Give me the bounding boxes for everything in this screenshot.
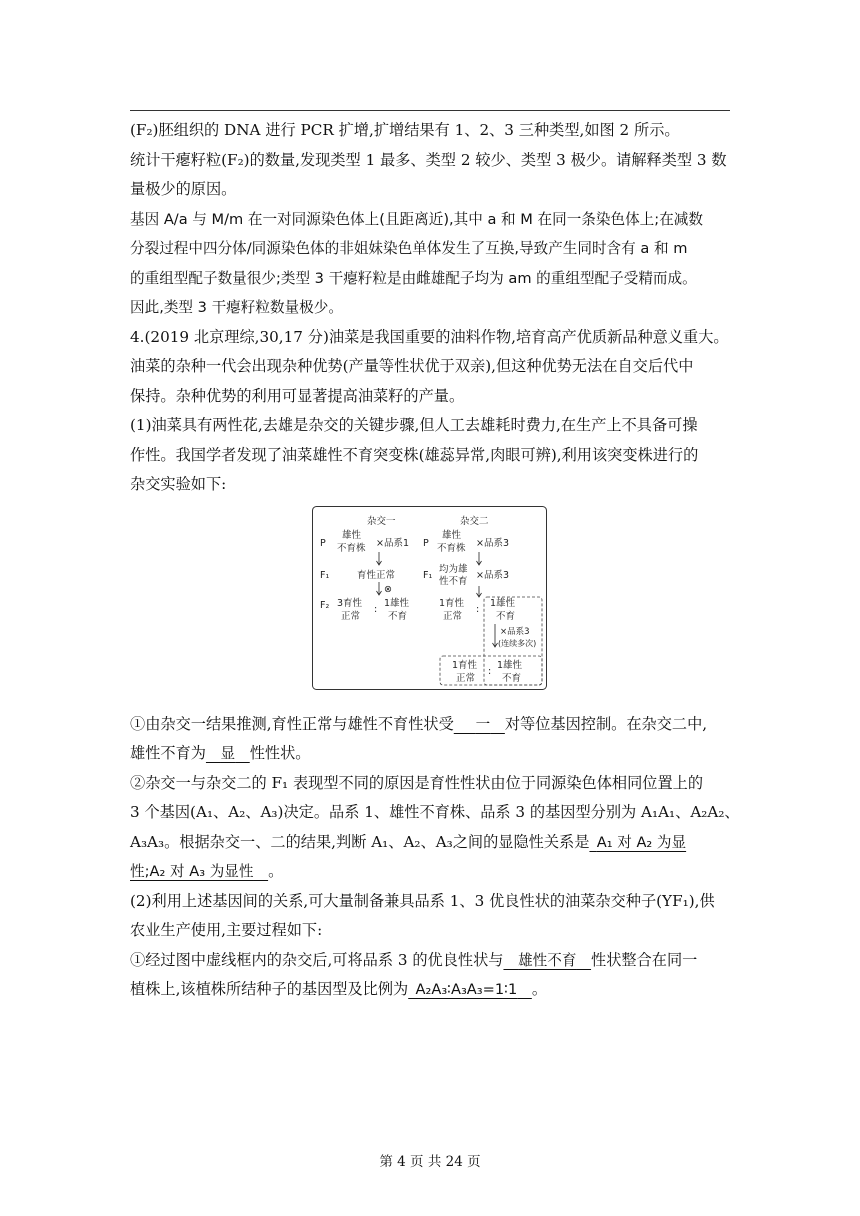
sterile-label: 不育株 [337, 542, 366, 554]
answer-text: 雄性不育 [518, 951, 577, 969]
figure-container [130, 506, 730, 702]
all-sterile-label: 均为雄 [439, 563, 468, 575]
text-segment: 植株上,该植株所结种子的基因型及比例为 [130, 980, 409, 998]
one-sterile-label: 1雄性 [384, 597, 410, 609]
answer-text: 一 [475, 715, 491, 733]
ratio-fertile-label: 3育性 [337, 597, 363, 609]
one-sterile-label: 不育 [388, 610, 408, 622]
answer-text: 显 [220, 745, 236, 762]
page-footer: 第 4 页 共 24 页 [379, 1154, 481, 1170]
text-segment: ①由杂交一结果推测,育性正常与雄性不育性状受 [130, 714, 454, 733]
answer-blank [408, 981, 532, 998]
all-sterile-label: 性不育 [439, 575, 468, 587]
p-label-2: P [423, 537, 429, 549]
cross2-title: 杂交二 [460, 515, 489, 527]
answer-line: 基因 A/a 与 M/m 在一对同源染色体上(且距离近),其中 a 和 M 在同一条染色体上;在减数 [130, 210, 703, 228]
answer-text: A₂A₃∶A₃A₃=1∶1 [415, 981, 518, 998]
page-content [130, 116, 740, 1005]
answer-line: 的重组型配子数量很少;类型 3 干瘪籽粒是由雌雄配子均为 am 的重组型配子受精而成。 [130, 269, 697, 287]
text-line: 杂交实验如下: [130, 475, 227, 493]
cross1-title: 杂交一 [367, 515, 396, 527]
text-segment: 。 [268, 862, 284, 880]
cross-line1-label: ×品系1 [376, 537, 410, 549]
answer-blank [589, 834, 686, 851]
question-line [130, 946, 730, 976]
text-segment: 性性状。 [249, 744, 311, 762]
answer-line: 分裂过程中四分体/同源染色体的非姐妹染色单体发生了互换,导致产生同时含有 a 和 m [130, 240, 688, 257]
question-line [130, 828, 730, 858]
bottom-sterile-label: 1雄性 [497, 659, 523, 671]
question-line [130, 857, 730, 887]
text-line: 油菜的杂种一代会出现杂种优势(产量等性状优于双亲),但这种优势无法在自交后代中 [130, 357, 694, 375]
sterile-label: 雄性 [442, 529, 462, 541]
one-fertile-label: 1育性 [439, 597, 465, 609]
answer-blank [130, 863, 268, 880]
answer-line: 因此,类型 3 干瘪籽粒数量极少。 [130, 299, 343, 316]
header-rule [130, 110, 730, 111]
answer-text: 性;A₂ 对 A₃ 为显性 [130, 863, 254, 880]
text-line: 作性。我国学者发现了油菜雄性不育突变株(雄蕊异常,肉眼可辨),利用该突变株进行的 [130, 445, 699, 464]
bottom-fertile-label: 1育性 [452, 659, 478, 671]
ratio-colon: : [476, 603, 480, 615]
cross-diagram [312, 506, 547, 690]
cross-line3-label: ×品系3 [476, 569, 510, 581]
fertile-normal-label: 育性正常 [357, 569, 396, 581]
question-line [130, 739, 730, 769]
text-segment: 。 [531, 980, 548, 998]
selfing-symbol: ⊗ [384, 583, 392, 595]
text-line: 3 个基因(A₁、A₂、A₃)决定。品系 1、雄性不育株、品系 3 的基因型分别为 A₁A₁、A₂A₂、 [130, 803, 740, 821]
text-line: ②杂交一与杂交二的 F₁ 表现型不同的原因是育性性状由位于同源染色体相同位置上的 [130, 773, 704, 792]
question-line [130, 710, 730, 740]
p-label-1: P [320, 537, 326, 549]
text-line: 保持。杂种优势的利用可显著提高油菜籽的产量。 [130, 386, 465, 405]
f2-label: F₂ [320, 599, 330, 611]
text-line: (F₂)胚组织的 DNA 进行 PCR 扩增,扩增结果有 1、2、3 三种类型,如图 2 所示。 [130, 121, 680, 139]
text-segment: ①经过图中虚线框内的杂交后,可将品系 3 的优良性状与 [130, 950, 504, 969]
bottom-fertile-label: 正常 [456, 672, 476, 684]
text-line: 量极少的原因。 [130, 180, 237, 198]
cross-line3-label: ×品系3 [476, 537, 510, 549]
one-fertile-label: 正常 [443, 610, 463, 622]
text-line: (1)油菜具有两性花,去雄是杂交的关键步骤,但人工去雄耗时费力,在生产上不具备可操 [130, 416, 698, 434]
bottom-sterile-label: 不育 [502, 672, 522, 684]
f1-label-2: F₁ [423, 569, 433, 581]
repeat-note: (连续多次) [498, 638, 537, 648]
cross-line3-repeat-label: ×品系3 [500, 626, 530, 637]
sterile-label: 雄性 [342, 529, 362, 541]
box-sterile-label: 1雄性 [490, 597, 516, 609]
answer-blank [454, 716, 505, 733]
answer-blank [206, 745, 250, 762]
text-segment: 雄性不育为 [130, 744, 206, 762]
answer-blank [503, 952, 591, 969]
text-segment: 性状整合在同一 [591, 950, 698, 969]
sterile-label: 不育株 [437, 542, 466, 554]
text-line: (2)利用上述基因间的关系,可大量制备兼具品系 1、3 优良性状的油菜杂交种子(YF₁),供 [130, 891, 715, 910]
ratio-colon: : [374, 603, 378, 615]
ratio-colon: : [488, 665, 492, 677]
question-line [130, 975, 730, 1005]
question-4-line: 4.(2019 北京理综,30,17 分)油菜是我国重要的油料作物,培育高产优质新品种意义重大。 [130, 327, 729, 346]
f1-label-1: F₁ [320, 569, 330, 581]
text-segment: 对等位基因控制。在杂交二中, [504, 714, 708, 733]
box-sterile-label: 不育 [496, 610, 516, 622]
text-line: 统计干瘪籽粒(F₂)的数量,发现类型 1 最多、类型 2 较少、类型 3 极少。请解释类型 3 数 [130, 150, 727, 169]
text-line: 农业生产使用,主要过程如下: [130, 921, 323, 939]
answer-text: A₁ 对 A₂ 为显 [596, 833, 687, 851]
text-segment: A₃A₃。根据杂交一、二的结果,判断 A₁、A₂、A₃之间的显隐性关系是 [130, 832, 590, 851]
ratio-fertile-label: 正常 [341, 610, 361, 622]
